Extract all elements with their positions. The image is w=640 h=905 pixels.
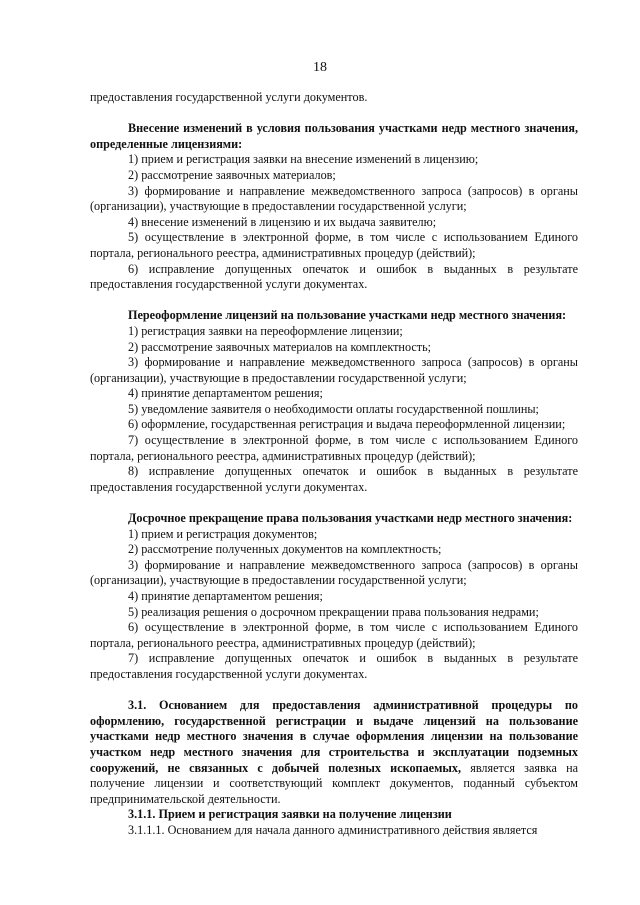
list-item: 1) прием и регистрация документов; xyxy=(128,526,318,541)
list-item: 6) исправление допущенных опечаток и ошибок в выданных в результате предоставления государственной услуги документах. xyxy=(90,261,578,292)
list-item: 2) рассмотрение заявочных материалов на комплектность; xyxy=(128,339,432,354)
list-item: 4) внесение изменений в лицензию и их выдача заявителю; xyxy=(128,214,437,229)
list-item: 7) исправление допущенных опечаток и ошибок в выданных в результате предоставления государственной услуги документах. xyxy=(90,651,578,681)
list-item: 6) осуществление в электронной форме, в том числе с использованием Единого портала, регионального реестра, административных процедур (действий); xyxy=(90,620,578,650)
clause-3-1-1-heading: 3.1.1. Прием и регистрация заявки на получение лицензии xyxy=(128,807,452,822)
list-item: 3) формирование и направление межведомственного запроса (запросов) в органы (организации), участвующие в предоставлении государственной услуги; xyxy=(90,557,578,588)
list-item: 7) осуществление в электронной форме, в том числе с использованием Единого портала, регионального реестра, административных процедур (действий); xyxy=(90,433,578,463)
list-item: 2) рассмотрение полученных документов на комплектность; xyxy=(128,542,442,557)
list-item: 3) формирование и направление межведомственного запроса (запросов) в органы (организации), участвующие в предоставлении государственной услуги; xyxy=(90,355,578,385)
clause-3-1 xyxy=(90,698,578,807)
lead-paragraph: предоставления государственной услуги документов. xyxy=(90,90,368,104)
list-item: 5) реализация решения о досрочном прекращении права пользования недрами; xyxy=(128,604,539,619)
list-item: 3) формирование и направление межведомственного запроса (запросов) в органы (организации), участвующие в предоставлении государственной услуги; xyxy=(90,183,578,214)
list-item: 5) осуществление в электронной форме, в том числе с использованием Единого портала, регионального реестра, административных процедур (действий); xyxy=(90,230,578,260)
list-item: 2) рассмотрение заявочных материалов; xyxy=(128,167,336,182)
page-number: 18 xyxy=(313,60,327,75)
section-heading-termination: Досрочное прекращение права пользования участками недр местного значения: xyxy=(128,511,573,526)
section-heading-reissue: Переоформление лицензий на пользование участками недр местного значения: xyxy=(128,308,567,323)
document-body xyxy=(90,90,578,839)
section-heading-amendments: Внесение изменений в условия пользования участками недр местного значения, определенные лицензиями: xyxy=(90,121,578,151)
list-item: 8) исправление допущенных опечаток и ошибок в выданных в результате предоставления государственной услуги документах. xyxy=(90,464,578,494)
list-item: 4) принятие департаментом решения; xyxy=(128,589,323,603)
list-item: 1) регистрация заявки на переоформление лицензии; xyxy=(128,323,403,338)
list-item: 5) уведомление заявителя о необходимости оплаты государственной пошлины; xyxy=(128,401,539,416)
clause-3-1-1-1: 3.1.1.1. Основанием для начала данного административного действия является xyxy=(128,822,538,837)
list-item: 4) принятие департаментом решения; xyxy=(128,386,323,401)
clause-3-1-bold: 3.1. Основанием для предоставления административной процедуры по оформлению, государственной регистрации и выдаче лицензий на пользование участками недр местного значения в случае оформления лицензии на пользование участком недр местного значения для строительства и эксплуатации подземных сооружений, не связанных с добычей полезных ископаемых, xyxy=(90,698,578,775)
list-item: 1) прием и регистрация заявки на внесение изменений в лицензию; xyxy=(128,152,479,167)
list-item: 6) оформление, государственная регистрация и выдача переоформленной лицензии; xyxy=(128,417,566,432)
clause-3-1-text: является заявка на получение лицензии и соответствующий комплект документов, поданный субъектом предпринимательской деятельности. xyxy=(90,760,579,806)
